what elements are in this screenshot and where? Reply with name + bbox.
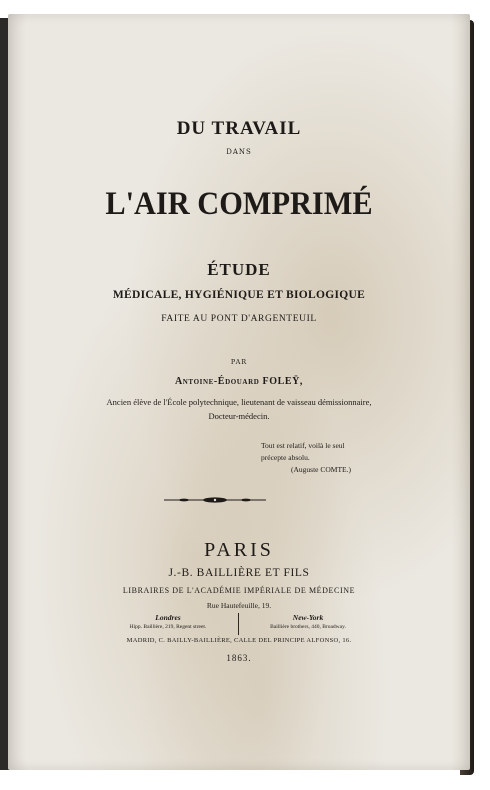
title-line-2: L'AIR COMPRIMÉ bbox=[105, 186, 373, 222]
title-page bbox=[8, 14, 470, 770]
branch-madrid: MADRID, C. BAILLY-BAILLIÈRE, CALLE DEL PRINCIPE ALFONSO, 16. bbox=[126, 637, 352, 644]
subtitle-line-2: MÉDICALE, HYGIÉNIQUE ET BIOLOGIQUE bbox=[112, 289, 366, 301]
title-connector: DANS bbox=[226, 148, 252, 156]
branch-new-york-address: Baillière brothers, 440, Broadway. bbox=[270, 624, 346, 630]
branch-london-address: Hipp. Baillière, 219, Regent street. bbox=[129, 624, 207, 630]
epigraph bbox=[261, 440, 411, 476]
subtitle-line-3: FAITE AU PONT D'ARGENTEUIL bbox=[161, 314, 317, 324]
publication-year: 1863. bbox=[226, 653, 252, 663]
branch-new-york bbox=[238, 613, 378, 630]
epigraph-line-1: Tout est relatif, voilà le seul bbox=[261, 441, 345, 450]
epigraph-line-2: précepte absolu. bbox=[261, 453, 310, 462]
ornament-divider-icon bbox=[160, 492, 270, 508]
publisher-address: Rue Hautefeuille, 19. bbox=[206, 601, 272, 610]
branch-london-city: Londres bbox=[155, 613, 181, 622]
publisher-affiliation: LIBRAIRES DE L'ACADÉMIE IMPÉRIALE DE MÉDECINE bbox=[122, 586, 356, 595]
branch-offices bbox=[98, 613, 378, 639]
author-description-2: Docteur-médecin. bbox=[208, 411, 270, 421]
imprint-city: PARIS bbox=[204, 539, 274, 561]
author-description-1: Ancien élève de l'École polytechnique, lieutenant de vaisseau démissionnaire, bbox=[106, 397, 372, 407]
branch-london bbox=[98, 613, 238, 630]
author-name: Antoine-Édouard FOLEŸ, bbox=[174, 376, 304, 387]
by-label: PAR bbox=[230, 358, 248, 366]
epigraph-author: (Auguste COMTE.) bbox=[291, 465, 351, 474]
branch-new-york-city: New-York bbox=[292, 613, 324, 622]
subtitle-line-1: ÉTUDE bbox=[207, 260, 271, 279]
title-line-1: DU TRAVAIL bbox=[176, 118, 302, 139]
publisher-name: J.-B. BAILLIÈRE ET FILS bbox=[168, 567, 310, 579]
